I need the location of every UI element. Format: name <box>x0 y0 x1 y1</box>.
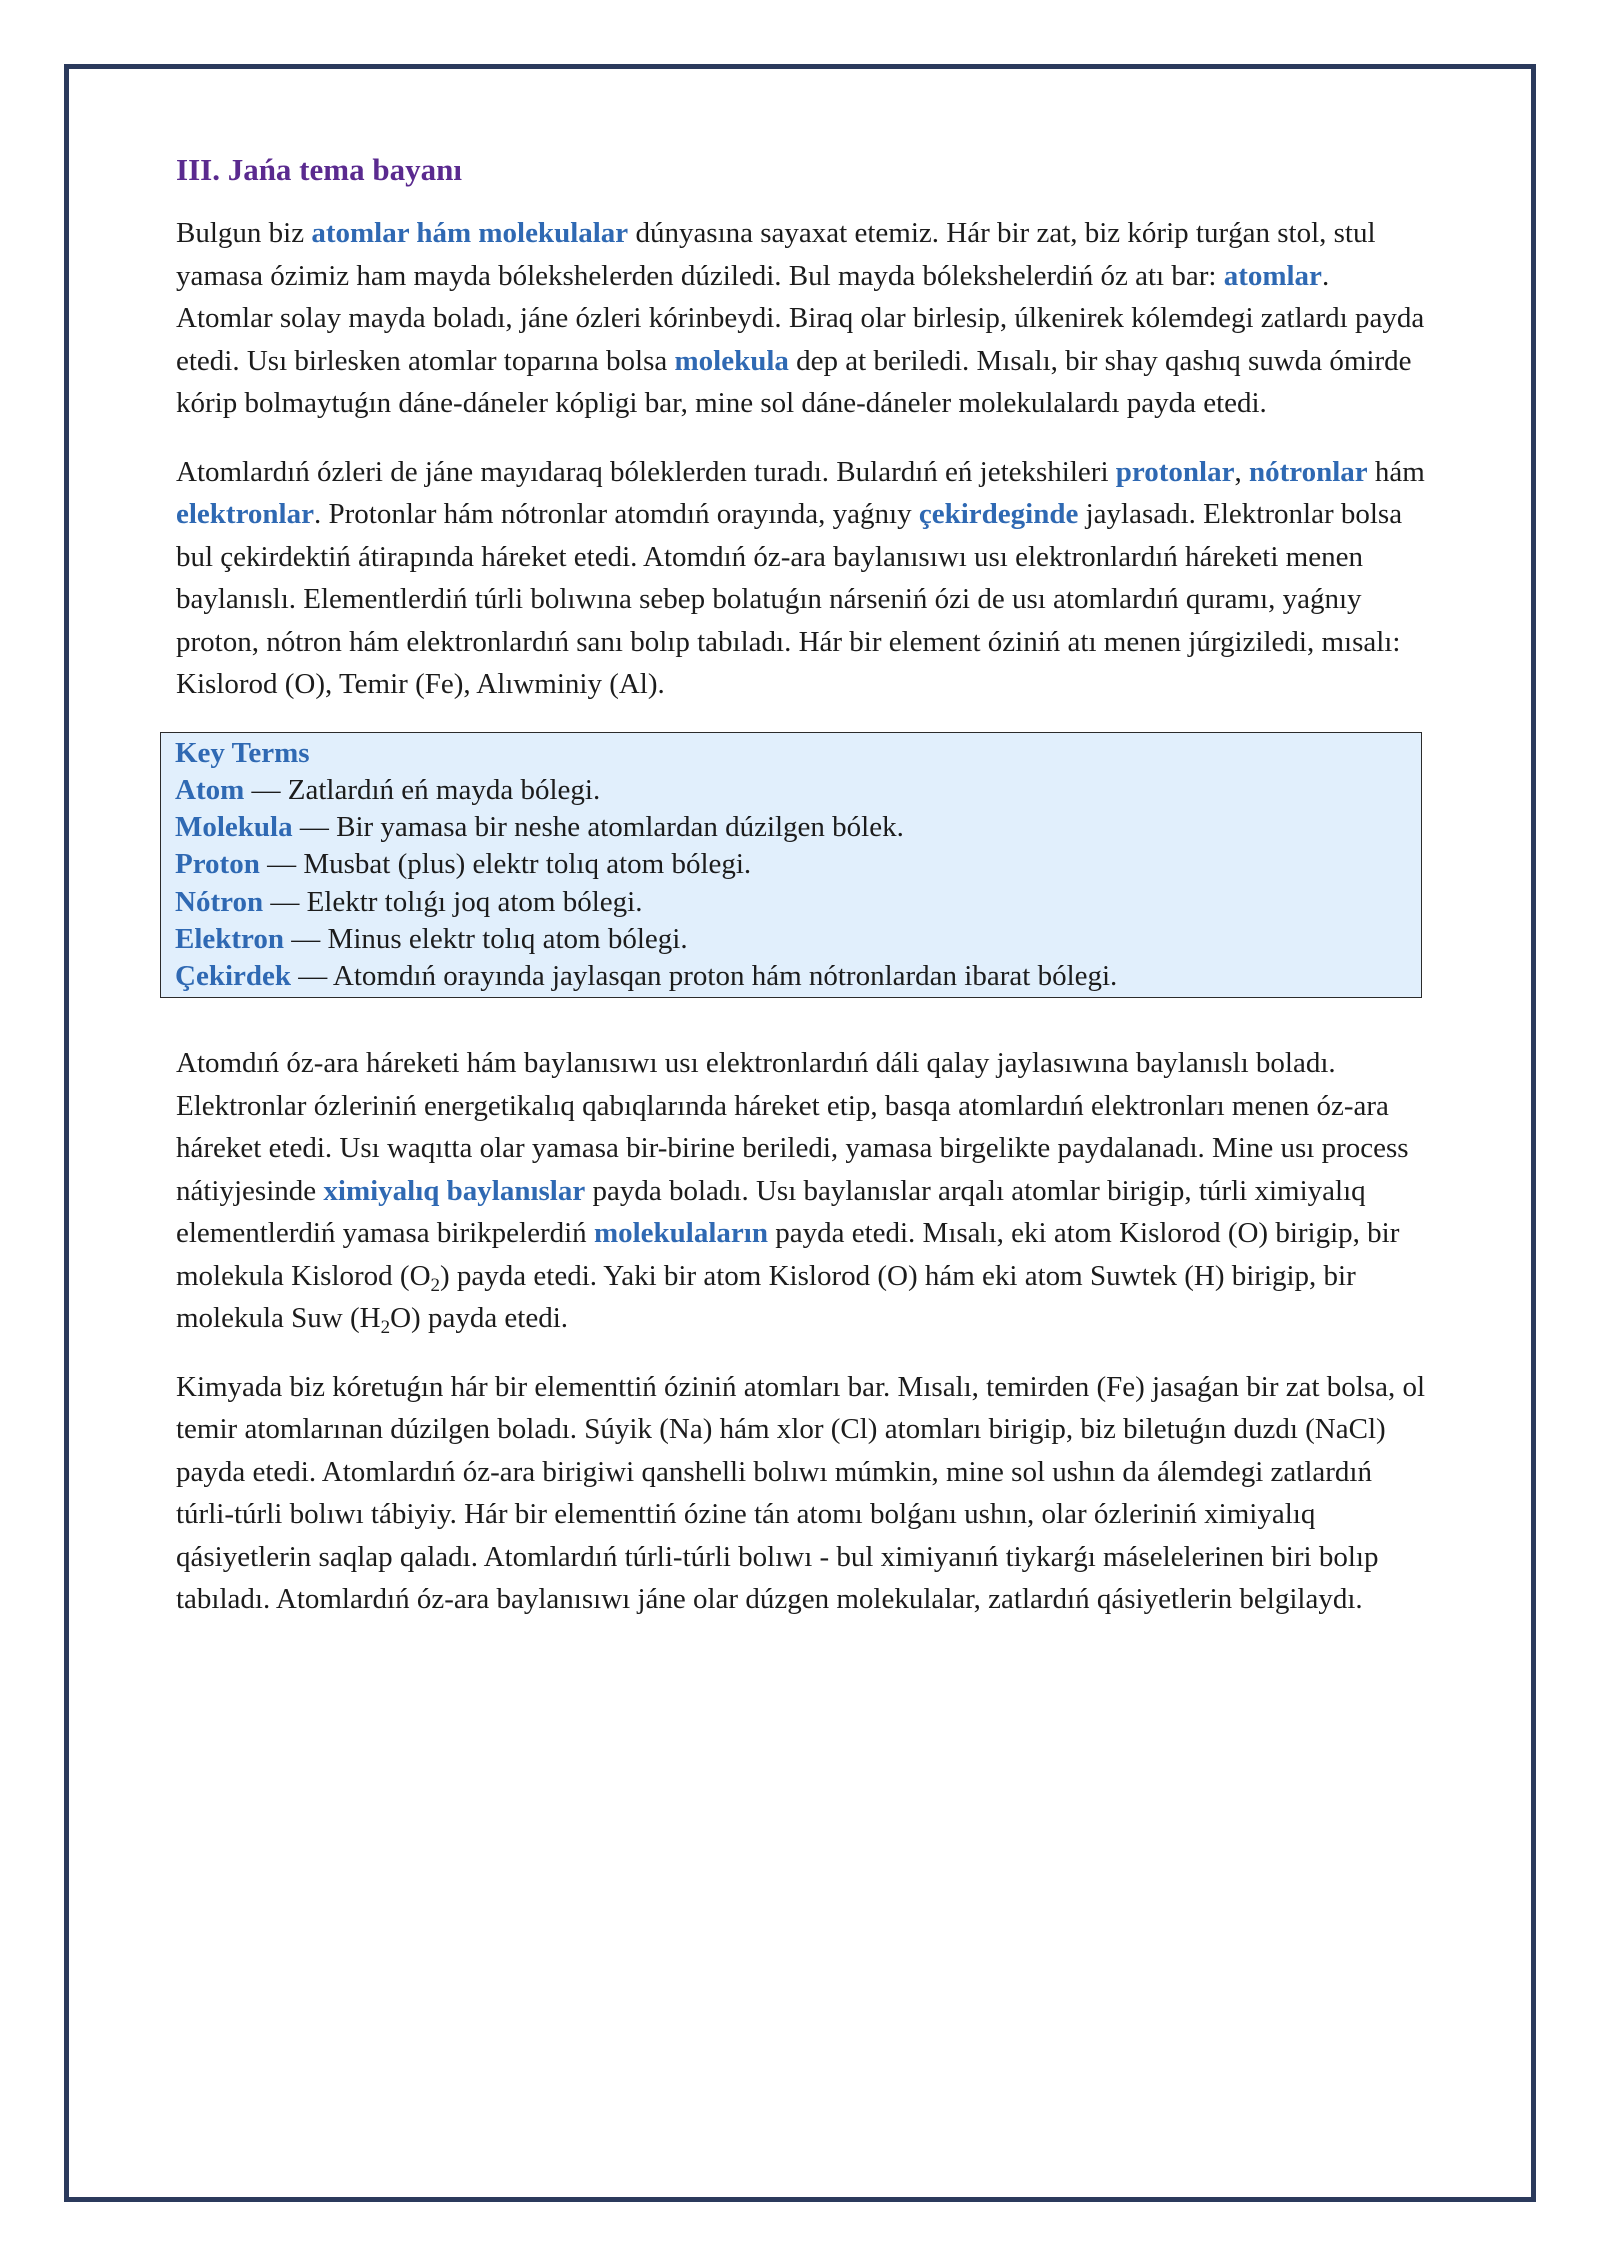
document-body <box>176 150 1426 1647</box>
highlight-term: molekula <box>674 344 789 377</box>
key-term-name: Elektron <box>175 922 285 955</box>
key-terms-box <box>160 732 1422 998</box>
key-term-name: Nótron <box>175 885 264 918</box>
text-run: Bulgun biz <box>176 217 312 250</box>
key-term-item <box>175 809 1407 846</box>
text-run: payda boladı. Usı baylanıslar arqalı atomlar birigip, túrli ximiyalıq elementlerdiń yamasa birikpelerdiń <box>176 1174 1366 1250</box>
key-term-definition: — Zatlardıń eń mayda bólegi. <box>244 774 601 806</box>
key-term-item <box>175 884 1407 921</box>
highlight-term: atomlar hám molekulalar <box>311 217 629 250</box>
key-term-definition: — Bir yamasa bir neshe atomlardan dúzilgen bólek. <box>292 811 904 844</box>
highlight-term: çekirdeginde <box>918 498 1079 531</box>
highlight-term: elektronlar <box>176 498 314 531</box>
text-run: Atomlardıń ózleri de jáne mayıdaraq bóleklerden turadı. Bulardıń eń jetekshileri <box>176 455 1116 488</box>
text-run: payda etedi. Mısalı, eki atom Kislorod (O) birigip, bir molekula Kislorod (O <box>176 1217 1400 1292</box>
highlight-term: atomlar <box>1223 259 1322 292</box>
key-terms-title: Key Terms <box>175 736 310 769</box>
key-term-name: Proton <box>175 848 260 881</box>
key-term-definition: — Minus elektr tolıq atom bólegi. <box>284 922 688 955</box>
text-run: dep at beriledi. Mısalı, bir shay qashıq suwda ómirde kórip bolmaytuǵın dáne-dáneler kópligi bar, mine sol dáne-dáneler molekulalardı payda etedi. <box>176 344 1412 420</box>
paragraph-chemical-bonds <box>176 1042 1426 1340</box>
paragraph-atom-structure <box>176 451 1426 706</box>
key-term-definition: — Musbat (plus) elektr tolıq atom bólegi. <box>259 848 752 881</box>
key-term-definition: — Atomdıń orayında jaylasqan proton hám nótronlardan ibarat bólegi. <box>291 960 1118 993</box>
text-run: dúnyasına sayaxat etemiz. Hár bir zat, biz kórip turǵan stol, stul yamasa ózimiz ham mayda bólekshelerden dúziledi. Bul mayda bólekshelerdiń óz atı bar: <box>176 217 1376 292</box>
text-run: O) payda etedi. <box>390 1302 569 1335</box>
highlight-term: molekulaların <box>593 1217 768 1250</box>
key-term-item <box>175 958 1407 995</box>
paragraph-elements: Kimyada biz kóretuǵın hár bir elementtiń óziniń atomları bar. Mısalı, temirden (Fe) jasaǵan bir zat bolsa, ol temir atomlarınan dúzilgen boladı. Súyik (Na) hám xlor (Cl) atomları birigip, biz biletuǵın duzdı (NaCl) payda etedi. Atomlardıń óz-ara birigiwi qanshelli bolıwı múmkin, mine sol ushın da álemdegi zatlardıń túrli-túrli bolıwı tábiyiy. Hár bir elementtiń ózine tán atomı bolǵanı ushın, olar ózleriniń ximiyalıq qásiyetlerin saqlap qaladı. Atomlardıń túrli-túrli bolıwı - bul ximiyanıń tiykarǵı máselelerinen biri bolıp tabıladı. Atomlardıń óz-ara baylanısıwı jáne olar dúzgen molekulalar, zatlardıń qásiyetlerin belgilaydı. <box>176 1370 1426 1616</box>
paragraph-atoms-intro <box>176 212 1426 425</box>
subscript: 2 <box>380 1317 391 1339</box>
key-term-item <box>175 772 1407 809</box>
highlight-term: ximiyalıq baylanıslar <box>323 1174 586 1207</box>
key-term-definition: — Elektr tolıǵı joq atom bólegi. <box>263 885 643 918</box>
text-run: jaylasadı. Elektronlar bolsa bul çekirdektiń átirapında háreket etedi. Atomdıń óz-ara baylanısıwı usı elektronlardıń háreketi menen baylanıslı. Elementlerdiń túrli bolıwına sebep bolatuǵın nárseniń ózi de usı atomlardıń quramı, yaǵnıy proton, nótron hám elektronlardıń sanı bolıp tabıladı. Hár bir element óziniń atı menen júrgiziledi, mısalı: Kislorod (O), Temir (Fe), Alıwminiy (Al). <box>176 498 1403 701</box>
key-term-name: Atom <box>175 774 245 806</box>
subscript: 2 <box>430 1274 441 1296</box>
key-term-name: Çekirdek <box>175 960 291 993</box>
key-term-item <box>175 921 1407 958</box>
text-run: . Atomlar solay mayda boladı, jáne ózleri kórinbeydi. Biraq olar birlesip, úlkenirek kólemdegi zatlardı payda etedi. Usı birlesken atomlar toparına bolsa <box>176 259 1425 377</box>
text-run: ) payda etedi. Yaki bir atom Kislorod (O) hám eki atom Suwtek (H) birigip, bir molekula Suw (H <box>176 1259 1356 1335</box>
text-run: . Protonlar hám nótronlar atomdıń orayında, yaǵnıy <box>314 498 919 531</box>
text-run: , <box>1234 455 1249 488</box>
key-term-item <box>175 846 1407 883</box>
text-run: hám <box>1367 455 1425 488</box>
key-term-name: Molekula <box>175 811 293 844</box>
text-run: Atomdıń óz-ara háreketi hám baylanısıwı usı elektronlardıń dáli qalay jaylasıwına baylanıslı boladı. Elektronlar ózleriniń energetikalıq qabıqlarında háreket etip, basqa atomlardıń elektronları menen óz-ara háreket etedi. Usı waqıtta olar yamasa bir-birine beriledi, yamasa birgelikte paydalanadı. Mine usı process nátiyjesinde <box>176 1047 1409 1207</box>
section-heading: III. Jańa tema bayanı <box>176 152 462 187</box>
highlight-term: protonlar <box>1115 455 1235 488</box>
highlight-term: nótronlar <box>1248 455 1368 488</box>
